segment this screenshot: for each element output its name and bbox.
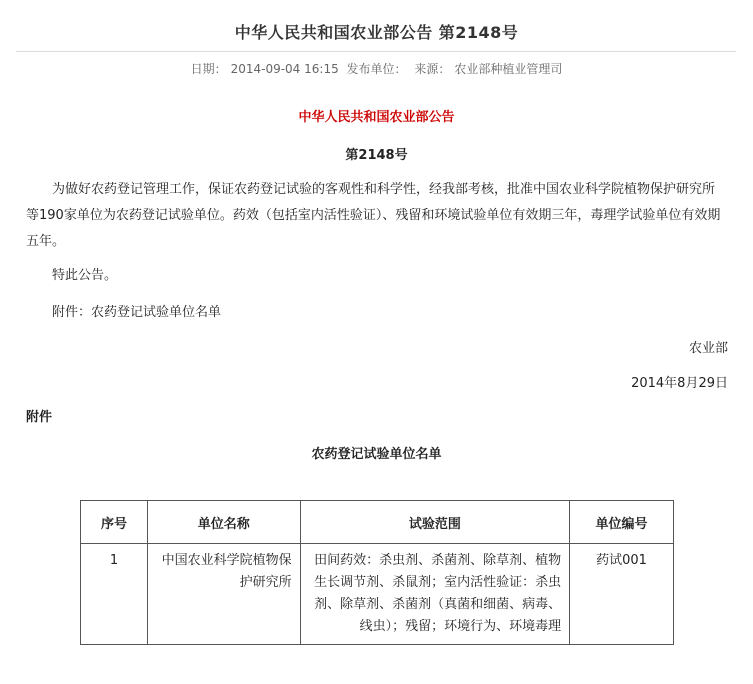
page-title: 中华人民共和国农业部公告 第2148号 (234, 23, 519, 42)
date-value: 2014-09-04 16:15 (230, 62, 339, 76)
signature: 农业部 (688, 341, 728, 356)
attachment-heading: 附件 (26, 410, 53, 425)
header-no: 序号 (81, 501, 148, 544)
header-name: 单位名称 (147, 501, 300, 544)
announcement-number: 第2148号 (345, 148, 408, 163)
meta-line (0, 60, 753, 77)
cell-code: 药试001 (570, 544, 674, 645)
cell-scope: 田间药效：杀虫剂、杀菌剂、除草剂、植物生长调节剂、杀鼠剂；室内活性验证：杀虫剂、除草剂、杀菌剂（真菌和细菌、病毒、线虫）；残留；环境行为、环境毒理 (300, 544, 570, 645)
cell-name: 中国农业科学院植物保护研究所 (147, 544, 300, 645)
publisher-label: 发布单位： (346, 62, 407, 76)
list-title: 农药登记试验单位名单 (311, 447, 442, 462)
header-scope: 试验范围 (300, 501, 570, 544)
source-value: 农业部种植业管理司 (454, 62, 563, 76)
table-row (81, 544, 674, 645)
sign-date: 2014年8月29日 (631, 376, 728, 391)
closing-text: 特此公告。 (52, 268, 118, 283)
date-label: 日期： (190, 62, 227, 76)
title-divider (16, 51, 736, 52)
table-header-row (81, 501, 674, 544)
issuer-heading: 中华人民共和国农业部公告 (298, 110, 455, 125)
attachment-note: 附件：农药登记试验单位名单 (52, 305, 222, 320)
source-label: 来源： (414, 62, 451, 76)
header-code: 单位编号 (570, 501, 674, 544)
announcement-body: 为做好农药登记管理工作，保证农药登记试验的客观性和科学性，经我部考核，批准中国农业科学院植物保护研究所等190家单位为农药登记试验单位。药效（包括室内活性验证）、残留和环境试验单位有效期三年，毒理学试验单位有效期五年。 (26, 182, 721, 249)
cell-no: 1 (81, 544, 148, 645)
unit-table (80, 500, 674, 645)
